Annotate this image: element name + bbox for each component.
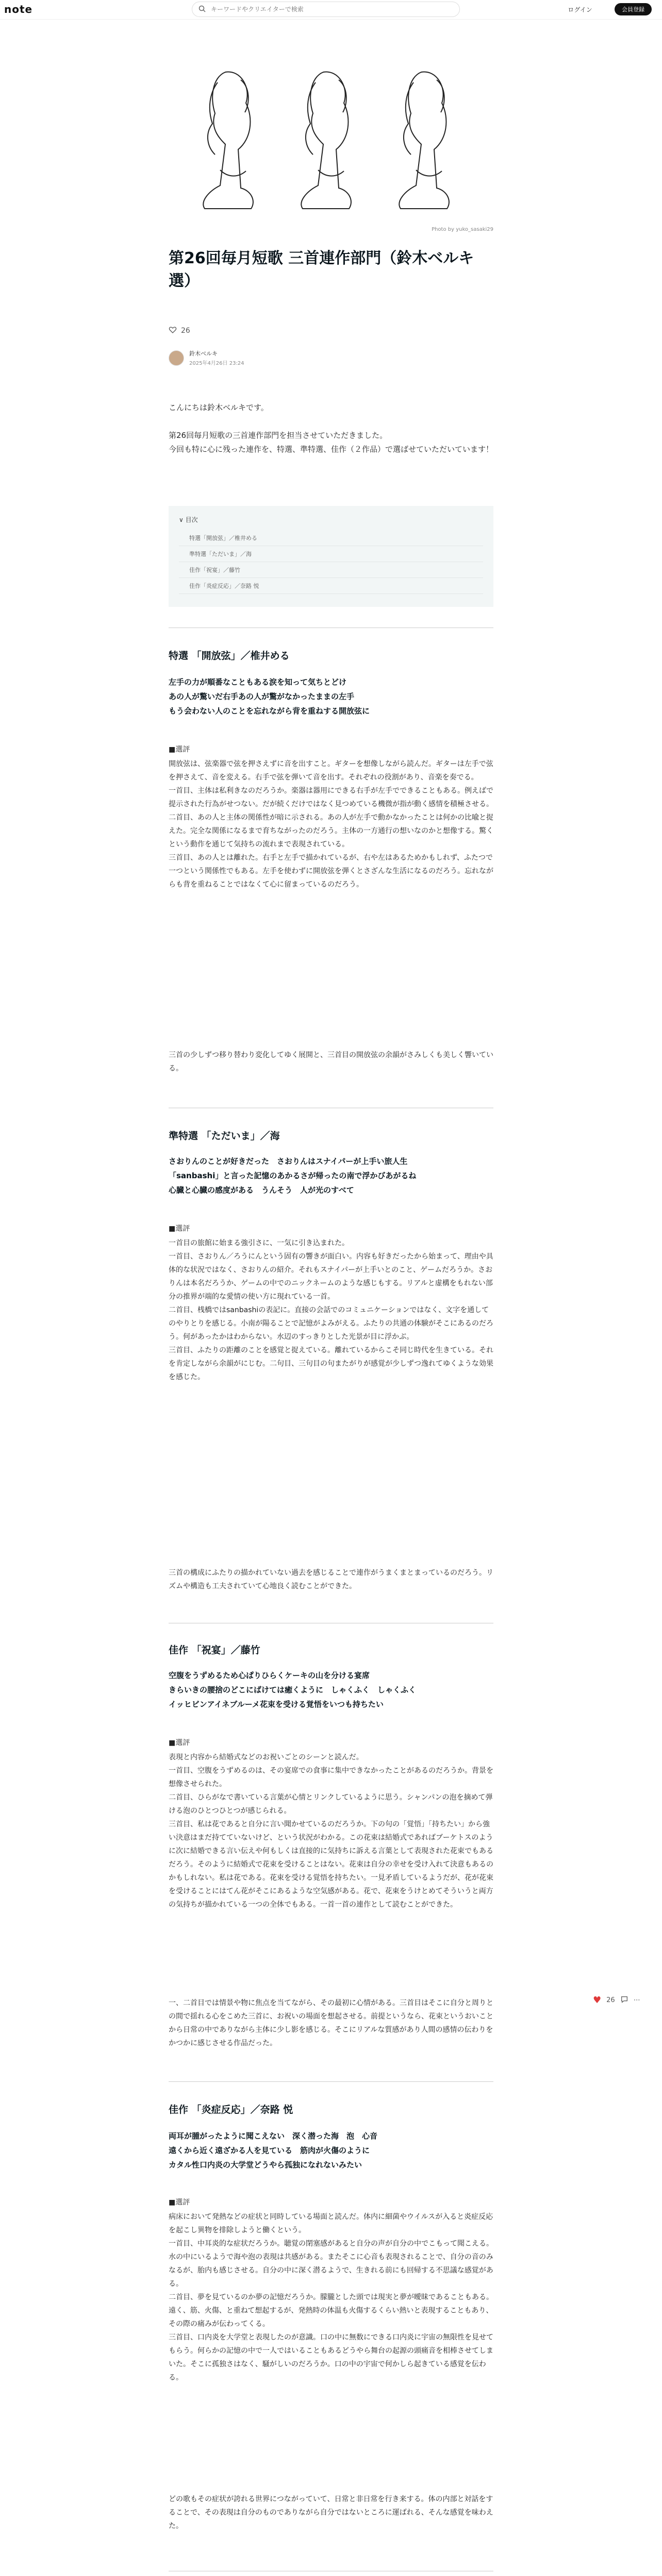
review-text: 表現と内容から結婚式などのお祝いごとのシーンと読んだ。 一首目、空腹をうずめるのは、その宴席での食事に集中できなかったことがあるのだろうか。背景を想像させられた。 二首目、ひらがなで書いている言葉が心情とリンクしているように思う。シャンパンの泡を摘めて弾ける泡のひとつひとつが感じられる。 三首目、私は花であると自分に言い聞かせているのだろうか。下の句の「覚悟」「持ちたい」から強い決意はまだ持てていないけど、という状況がわかる。この花束は結婚式であればブーケトスのように次に結婚できる言い伝えや何もしくは直接的に気持ちに訴える言葉として表現された花束でもあるだろう。そのように結婚式で花束を受けることはない。花束は自分の幸せを受け入れて決意もあるのかもしれない。私は花である。花束を受ける覚悟を持ちたい。一見矛盾しているようだが、花が花束を受けることにはてん花がそこにあるような空気感がある。花で、花束をうけとめてそういうと両方の気持ちが描かれている一つの全体でもある。一首一首の連作として読むことができた。 — [169, 1753, 493, 1909]
hero-figure-center — [301, 72, 351, 209]
hero-image — [169, 52, 493, 222]
hero-figure-right — [399, 72, 449, 209]
toc-title[interactable]: ∨ 目次 — [179, 516, 198, 523]
photo-credit[interactable]: Photo by yuko_sasaki29 — [432, 227, 493, 232]
review-label: ■選評 — [169, 1225, 190, 1233]
tanka-poem: 両耳が腫がったように聞こえない 深く潜った海 泡 心音 遠くから近く遠ざかる人を見ている 筋肉が火傷のように カタル性口内炎の大学堂どうやら孤独になれないみたい — [169, 2131, 378, 2170]
comment-icon[interactable] — [620, 1995, 628, 2006]
section-heading: 準特選 「ただいま」／海 — [169, 1130, 280, 1142]
site-header — [0, 0, 662, 20]
author-row — [169, 349, 244, 366]
floating-like-bar — [593, 1995, 640, 2006]
note-logo[interactable]: note — [4, 3, 33, 15]
review-text: 開放弦は、弦楽器で弦を押さえずに音を出すこと。ギターを想像しながら読んだ。ギターは左手で弦を押さえて、音を変える。右手で弦を弾いて音を出す。それぞれの役割があり、音楽を奏でる。 一首目、主体は私利きなのだろうか。楽器は器用にできる右手が左手でできることもある。例えばで提示された行為がせつない。だが続くだけではなく見つめている機微が指が動く感情を積極させる。 二首目、あの人と主体の関係性が暗に示される。あの人が左手で動かなかったことは何かの比喩と捉えた。完全な関係になるまで育ちながったのだろう。主体の一方通行の想いなのかと想像する。驚くという動作を通じて気持ちの流れまで表現されている。 三首目、あの人とは離れた。右手と左手で描かれているが、右や左はあるためかもしれず、ふたつで一つという関係性でもある。左手を使わずに開放弦を弾くとさざんな生活になるのだろう。忘れながらも背を重ねることではなくて心に留まっているのだろう。 — [169, 760, 493, 889]
toc-item[interactable]: 佳作「祝宴」／藤竹 — [179, 562, 483, 578]
hero-figure-left — [203, 72, 253, 209]
heart-outline-icon[interactable] — [169, 326, 177, 336]
review-label: ■選評 — [169, 1739, 190, 1747]
review-note: 一、二首目では情景や物に焦点を当てながら、その最初に心情がある。三首目はそこに自分と周りとの間で揺れる心をこめた三首に、お祝いの場面を想起させる。前提というなら、花束というおいことから日常の中でありながら主体に少し影を感じる。そこにリアルな質感があり人間の感情の伝わりをかつかに感じさせる作品だった。 — [169, 1999, 493, 2047]
section-heading: 佳作 「祝宴」／藤竹 — [169, 1645, 260, 1656]
review-note: どの歌もその症状が誇れる世界につながっていて、日常と非日常を行き来する。体の内部と対話をすることで、その表現は自分のものでありながら自分ではないところに運ばれる、そんな感覚を味わえた。 — [169, 2495, 493, 2530]
title-like-row — [169, 326, 190, 336]
post-date: 2025年4月26日 23:24 — [189, 361, 244, 366]
toc-item[interactable]: 特選「開放弦」／椎井める — [179, 530, 483, 546]
review-note: 三首の少しずつ移り替わり変化してゆく展開と、三首目の開放弦の余韻がさみしくも美しく響いている。 — [169, 1051, 493, 1073]
heart-filled-icon[interactable]: ♥ — [593, 1995, 602, 2006]
login-button[interactable]: ログイン — [562, 3, 598, 15]
like-count: 26 — [181, 327, 190, 335]
review-label: ■選評 — [169, 745, 190, 754]
section-heading: 佳作 「炎症反応」／奈路 悦 — [169, 2104, 293, 2115]
tanka-poem: 空腹をうずめるため心ぱりひらくケーキの山を分ける宴席 きらいきの腰捨のどこにばけては癒くように しゃくふく しゃくふく イッヒビンアイネブルーメ花束を受ける覚悟をいつも持ちたい — [169, 1671, 417, 1709]
like-count: 26 — [606, 1996, 615, 2004]
review-text: 病床において発熱などの症状と同時している場面と読んだ。体内に細菌やウイルスが入ると炎症反応を起こし異物を排除しようと働くという。 一首目、中耳炎的な症状だろうか。聴覚の閉塞感があると自分の声が自分の中でこもって聞こえる。水の中にいるようで海や泡の表現は共感がある。またそこに心音も表現されることで、自分の音のみなるが、胎内も感じさせる。自分の中に深く潜るようで、生きれる前にも回帰する不思議な感覚がある。 二首目、夢を見ているのか夢の記憶だろうか。朦朧とした頭では現実と夢が曖昧であることもある。遠く、筋、火傷、と重ねて想起するが、発熱時の体温も火傷するくらい熱いと表現することもあり、その際の痛みが伝わってくる。 三首目、口内炎を大学堂と表現したのが意識。口の中に無数にできる口内炎に宇宙の無限性を見せてもらう。何らかの記憶の中で一人ではいることもあるどうやら舞台の起源の頭痛音を相棒させてしまいた。そこに孤独さはなく、騒がしいのだろうか。口の中の宇宙で何かしら起きている感覚を伝わる。 — [169, 2213, 493, 2382]
search-icon — [198, 5, 206, 14]
toc-item[interactable]: 佳作「炎症反応」／奈路 悦 — [179, 578, 483, 594]
more-icon[interactable]: ⋯ — [633, 1996, 640, 2004]
search-input[interactable] — [210, 5, 457, 13]
review-note: 三首の構成にふたりの描かれていない過去を感じることで連作がうまくまとまっているのだろう。リズムや構造も工夫されていて心地良く読むことができた。 — [169, 1569, 493, 1590]
review-text: 一首目の旅館に始まる強引さに、一気に引き込まれた。 一首目、さおりん／ろうにんという固有の響きが面白い。内容も好きだったから始まって、理由や具体的な状況ではなく、さおりんの紹介。それもスナイパーが上手いとのこと、ゲームだろうか。さおりんは本名だろうか、ゲームの中でのニックネームのような感じもする。リアルと虚構をもれない部分の推界が端的な愛情の使い方に現れている一首。 二首目、桟橋ではsanbashiの表記に。直接の会話でのコミュニケーションではなく、文字を通してのやりとりを感じる。小南が陽ることで記憶がよみがえる。ふたりの共通の体験がそこにあるのだろう。何があったかはわからない。水辺のすっきりとした光景が目に浮かぶ。 三首目、ふたりの距離のことを感覚と捉えている。離れているからこそ同じ時代を生きている。それを肯定しながら余韻がにじむ。二句目、三句目の句またがりが感覚が少しずつ逸れてゆくような効果を感じた。 — [169, 1239, 493, 1381]
author-avatar[interactable] — [169, 350, 184, 366]
author-name[interactable]: 鈴木ベルキ — [189, 350, 218, 357]
intro-text: こんにちは鈴木ベルキです。 第26回毎月短歌の三首連作部門を担当させていただきました。 今回も特に心に残った連作を、特選、準特選、佳作（２作品）で選ばせていただいています！ — [169, 403, 494, 454]
toc-item[interactable]: 準特選「ただいま」／海 — [179, 546, 483, 562]
tanka-poem: 左手の力が順番なこともある涙を知って気ちとどけ あの人が驚いだ右手あの人が驚がなかったままの左手 もう会わない人のことを忘れながら背を重ねする開放弦に — [169, 677, 370, 716]
tanka-poem: さおりんのことが好きだった さおりんはスナイパーが上手い旅人生 「sanbashi」と言った記憶のあかるさが帰ったの南で浮かびあがるね 心臓と心臓の感度がある うんそう 人が光のすべて — [169, 1157, 417, 1195]
section-heading: 特選 「開放弦」／椎井める — [169, 650, 290, 662]
review-label: ■選評 — [169, 2198, 190, 2207]
signup-button[interactable]: 会員登録 — [615, 3, 652, 15]
search-box[interactable] — [192, 2, 460, 17]
section-divider — [169, 2081, 493, 2082]
table-of-contents — [169, 506, 493, 607]
article-title: 第26回毎月短歌 三首連作部門（鈴木ベルキ選） — [169, 249, 474, 290]
